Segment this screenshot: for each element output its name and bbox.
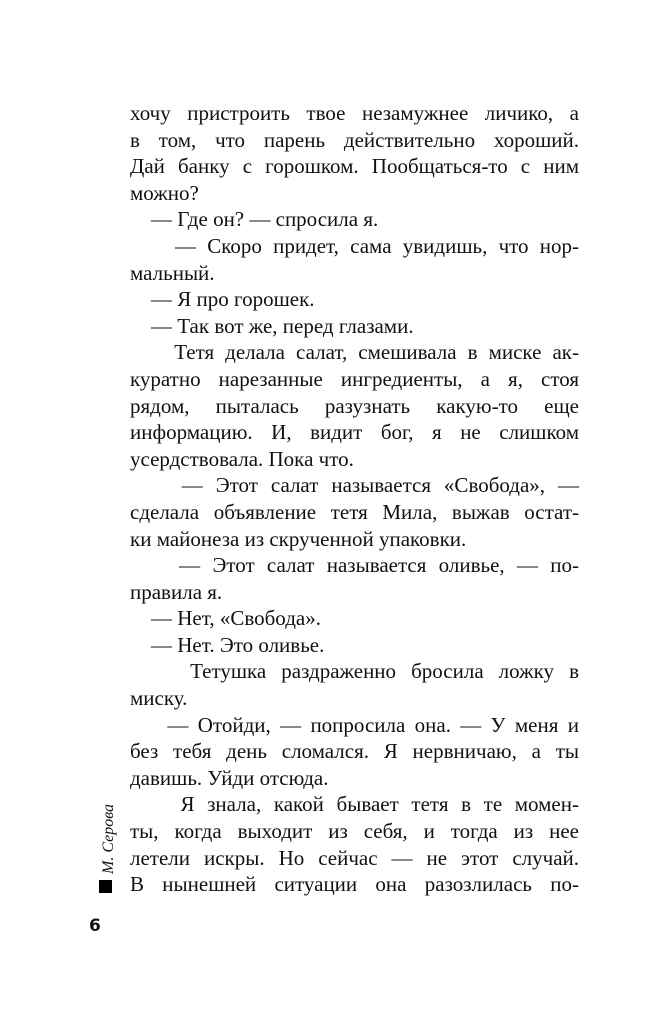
text-line: давишь. Уйди отсюда. (130, 765, 329, 790)
body-text (130, 100, 579, 898)
text-line: Я знала, какой бывает тетя в те момен- (130, 792, 579, 817)
text-line: мальный. (130, 260, 215, 285)
text-line: — Так вот же, перед глазами. (130, 313, 414, 338)
text-line: правила я. (130, 579, 223, 604)
square-marker-icon (99, 880, 112, 893)
author-name: М. Серова (100, 803, 117, 874)
text-line: — Отойди, — попросила она. — У меня и (130, 712, 579, 737)
text-line: ты, когда выходит из себя, и тогда из нее (130, 819, 579, 844)
text-line: летели искры. Но сейчас — не этот случай. (130, 845, 579, 870)
text-line: рядом, пыталась разузнать какую-то еще (130, 393, 579, 418)
text-line: В нынешней ситуации она разозлилась по- (130, 872, 579, 897)
text-line: — Этот салат называется «Свобода», — (130, 473, 579, 498)
text-line: в том, что парень действительно хороший. (130, 127, 579, 152)
text-line: ки майонеза из скрученной упаковки. (130, 526, 467, 551)
text-line: можно? (130, 180, 199, 205)
text-line: — Скоро придет, сама увидишь, что нор- (130, 233, 579, 258)
page-number: 6 (89, 916, 101, 936)
text-line: информацию. И, видит бог, я не слишком (130, 420, 579, 445)
text-line: миску. (130, 686, 188, 711)
text-line: — Нет. Это оливье. (130, 632, 325, 657)
text-line: — Этот салат называется оливье, — по- (130, 553, 579, 578)
text-line: усердствовала. Пока что. (130, 446, 354, 471)
text-line: Тетушка раздраженно бросила ложку в (130, 659, 579, 684)
text-line: Тетя делала салат, смешивала в миске ак- (130, 340, 579, 365)
text-line: — Я про горошек. (130, 287, 315, 312)
text-line: Дай банку с горошком. Пообщаться-то с ним (130, 154, 579, 179)
text-line: — Нет, «Свобода». (130, 606, 321, 631)
text-line: куратно нарезанные ингредиенты, а я, стоя (130, 366, 579, 391)
text-line: без тебя день сломался. Я нервничаю, а ты (130, 739, 579, 764)
text-line: сделала объявление тетя Мила, выжав остат- (130, 499, 579, 524)
text-line: — Где он? — спросила я. (130, 207, 379, 232)
text-line: хочу пристроить твое незамужнее личико, а (130, 101, 579, 125)
